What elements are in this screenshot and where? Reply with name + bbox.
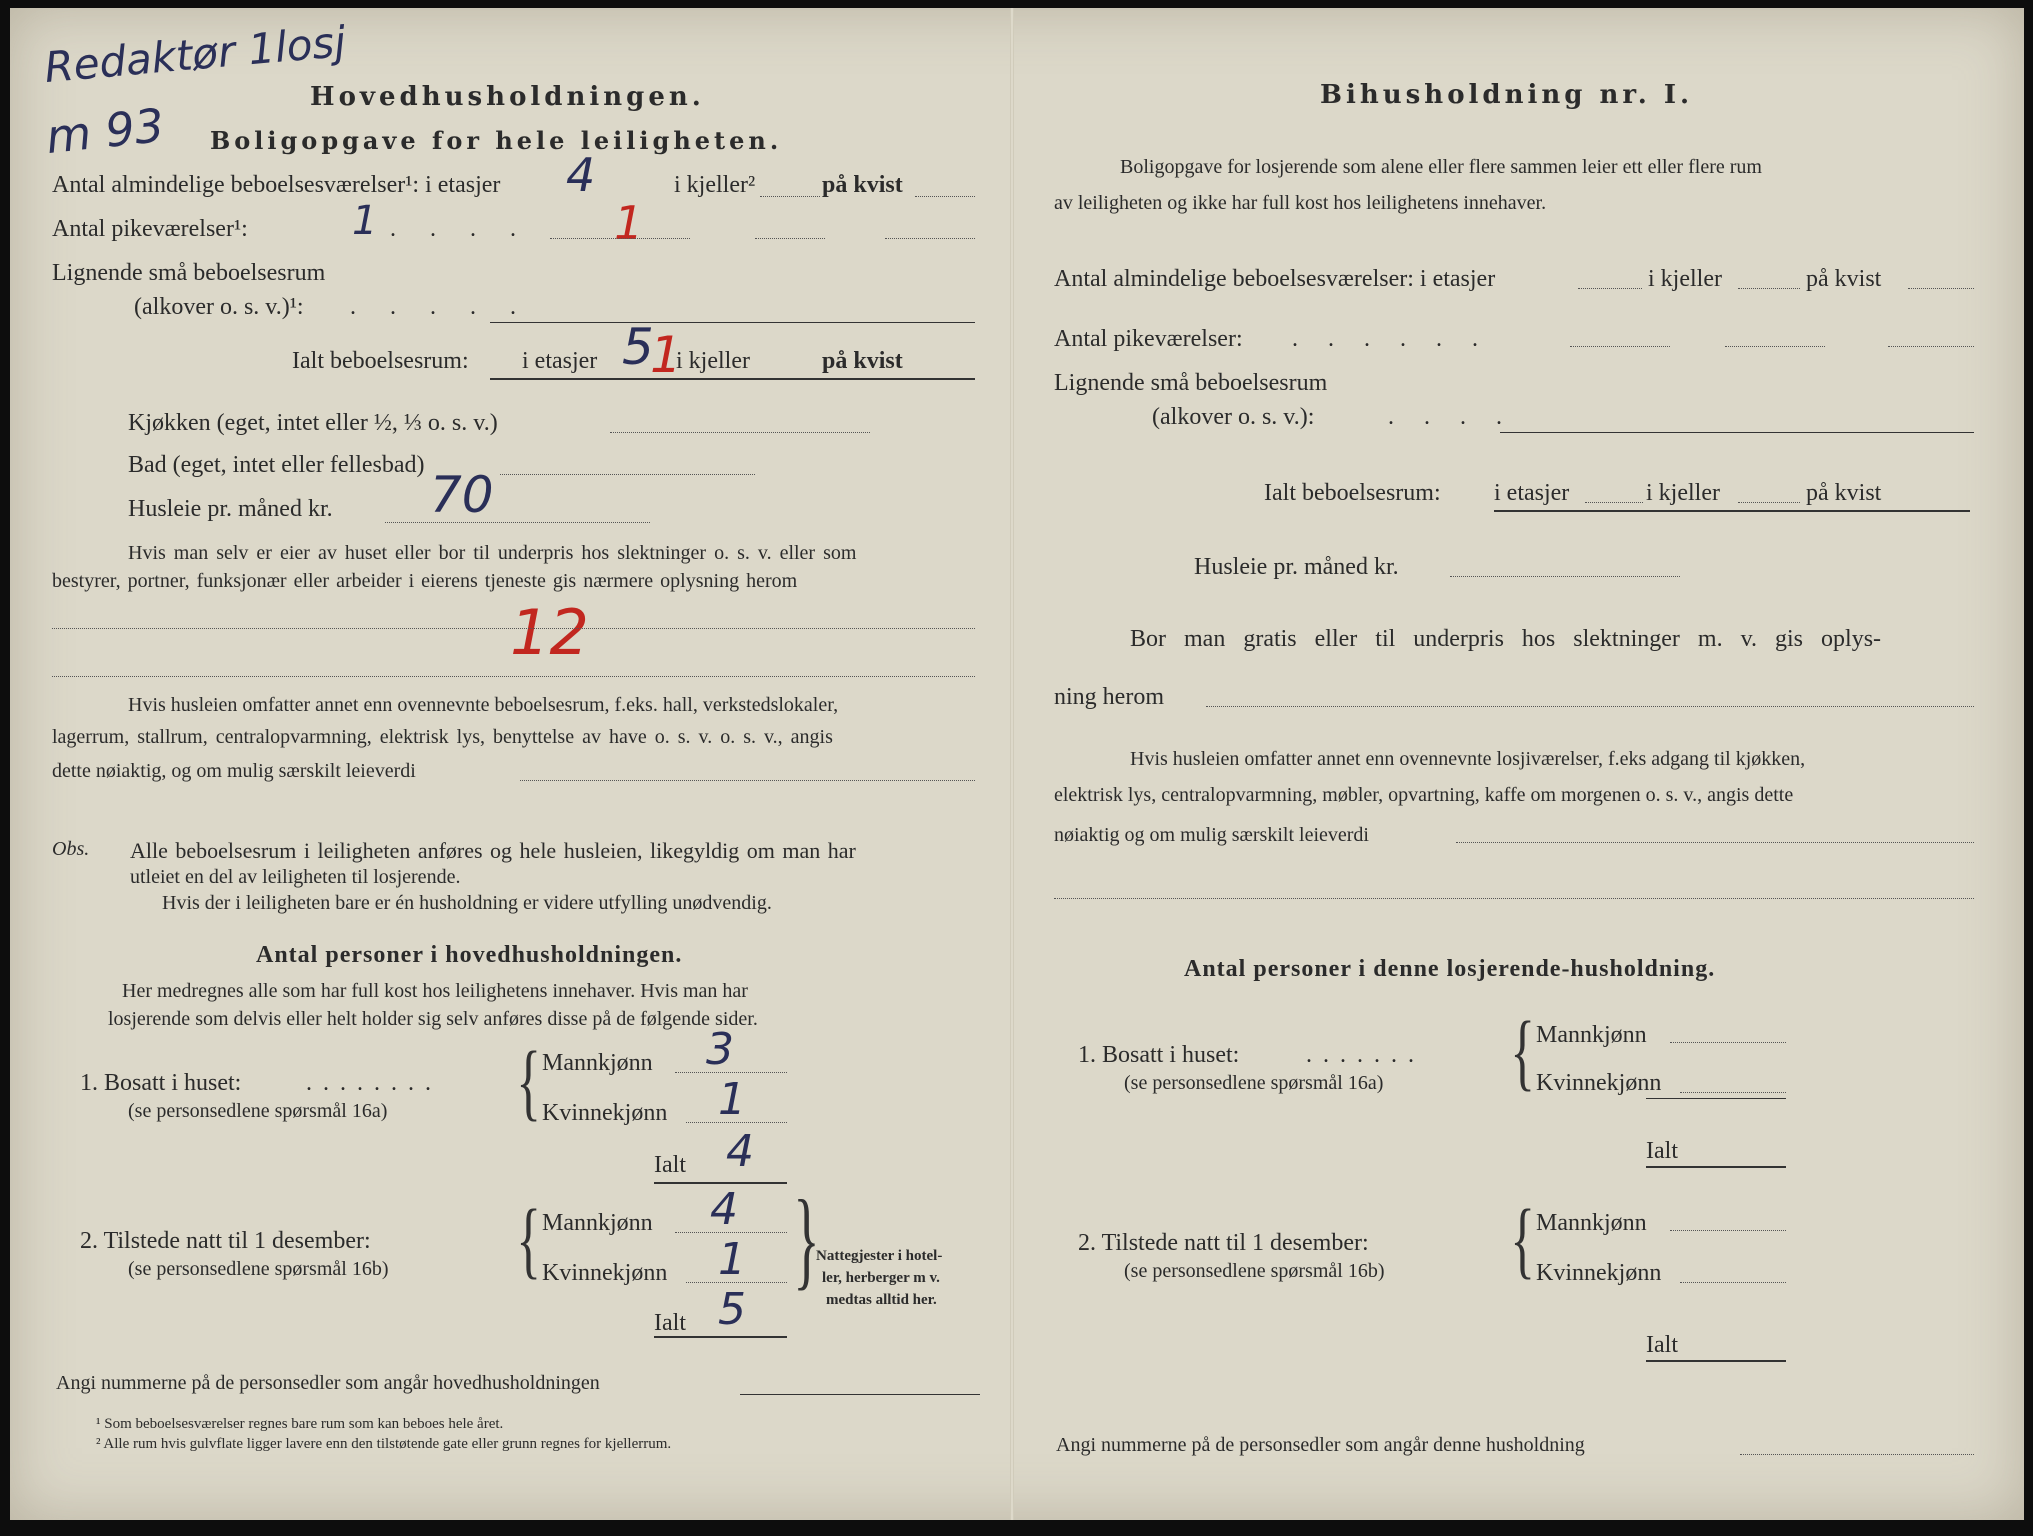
left-q2-kvinne-value: 1 [718,1234,746,1285]
left-footnote2: ² Alle rum hvis gulvflate ligger lavere enn den tilstøtende gate eller grunn regnes for kjellerrum. [96,1436,672,1452]
right-husleie-field[interactable] [1450,576,1680,577]
left-q2-ialt-value: 5 [718,1284,746,1335]
right-q1-dots: ....... [1306,1042,1425,1068]
right-q1-kvinne-field[interactable] [1680,1092,1786,1093]
right-row2-field3[interactable] [1888,346,1974,347]
left-row1-kvist-label: på kvist [822,172,903,198]
left-q2-brace: { [516,1191,542,1287]
left-q1-kvinne-field[interactable] [686,1122,787,1123]
right-q2-mann-label: Mannkjønn [1536,1210,1647,1236]
left-footnote1: ¹ Som beboelsesværelser regnes bare rum som kan beboes hele året. [96,1416,504,1432]
left-ialt-label: Ialt beboelsesrum: [292,348,469,374]
right-q2-mann-field[interactable] [1670,1230,1786,1231]
right-intro-line1: Boligopgave for losjerende som alene eller flere sammen leier ett eller flere rum [1120,156,1762,178]
left-row1-label: Antal almindelige beboelsesværelser¹: i etasjer [52,172,501,198]
left-natt-line1: Nattegjester i hotel- [816,1248,943,1264]
left-q2-kvinne-field[interactable] [686,1282,787,1283]
right-row1-kjeller-label: i kjeller [1648,266,1722,292]
handwritten-note-number: m 93 [43,97,167,165]
right-row2-dots: . . . . . . [1292,326,1490,352]
left-row2-label: Antal pikeværelser¹: [52,216,248,242]
left-row2-dots: . . . . [390,216,530,242]
left-row1-kvist-field[interactable] [915,196,975,197]
left-husleie-value: 70 [430,466,494,524]
left-q2-label: 2. Tilstede natt til 1 desember: [80,1228,371,1254]
left-q1-mann-field[interactable] [675,1072,787,1073]
right-omfatter-field2[interactable] [1054,898,1974,899]
left-eier-line1: Hvis man selv er eier av huset eller bor til underpris hos slektninger o. s. v. eller som [128,542,857,564]
left-q1-ialt-value: 4 [726,1126,754,1177]
left-eier-field1[interactable] [52,628,975,629]
right-row2-field1[interactable] [1570,346,1670,347]
right-q1-mann-label: Mannkjønn [1536,1022,1647,1048]
left-obs-label: Obs. [52,838,90,860]
left-row2-etasjer-value: 1 [352,198,378,244]
left-natt-line2: ler, herberger m v. [822,1270,940,1286]
right-q2-ialt-field[interactable] [1646,1360,1786,1362]
left-husleie-field[interactable] [385,522,650,523]
right-q1-kvinne-label: Kvinnekjønn [1536,1070,1662,1096]
right-omfatter-line1: Hvis husleien omfatter annet enn ovennevnte losjiværelser, f.eks adgang til kjøkken, [1130,748,1806,770]
right-intro-line2: av leiligheten og ikke har full kost hos leilighetens innehaver. [1054,192,1547,214]
left-q1-ialt-label: Ialt [654,1152,686,1178]
right-row1-kvist-field[interactable] [1908,288,1974,289]
left-ialt-etasjer-value: 5 [622,318,654,376]
left-row2-kjeller-value: 1 [614,196,644,250]
left-row2-field1[interactable] [550,238,690,239]
right-row2-label: Antal pikeværelser: [1054,326,1243,352]
right-ialt-label: Ialt beboelsesrum: [1264,480,1441,506]
left-q2-mann-value: 4 [710,1184,738,1235]
right-row1-label: Antal almindelige beboelsesværelser: i etasjer [1054,266,1496,292]
left-row3-label-b: (alkover o. s. v.)¹: [134,294,304,320]
left-natt-line3: medtas alltid her. [826,1292,937,1308]
left-row2-field3[interactable] [885,238,975,239]
left-husleie-label: Husleie pr. måned kr. [128,496,333,522]
right-gratis-line2: ning herom [1054,684,1164,710]
left-persons-line2: losjerende som delvis eller helt holder sig selv anføres disse på de følgende sider. [108,1008,758,1030]
right-q2-ref: (se personsedlene spørsmål 16b) [1124,1260,1385,1282]
left-q1-kvinne-value: 1 [718,1074,746,1125]
left-omfatter-line3: dette nøiaktig, og om mulig særskilt leieverdi [52,760,416,782]
right-row1-kjeller-field[interactable] [1738,288,1800,289]
right-title: Bihusholdning nr. I. [1320,80,1694,110]
left-row1-kjeller-label: i kjeller² [674,172,756,198]
left-persons-line1: Her medregnes alle som har full kost hos leilighetens innehaver. Hvis man har [122,980,748,1002]
right-persons-title: Antal personer i denne losjerende-husholdning. [1184,956,1716,982]
left-q2-close-brace: { [793,1190,820,1312]
right-omfatter-line3: nøiaktig og om mulig særskilt leieverdi [1054,824,1369,846]
left-row3-label-a: Lignende små beboelsesrum [52,260,326,286]
left-subtitle: Boligopgave for hele leiligheten. [210,126,783,155]
right-q1-brace: { [1510,1003,1536,1099]
left-kjokken-label: Kjøkken (eget, intet eller ½, ⅓ o. s. v.) [128,410,498,436]
left-q1-label: 1. Bosatt i huset: [80,1070,242,1096]
left-handwritten-12: 12 [510,596,589,669]
left-ialt-underline [490,378,975,380]
right-gratis-field[interactable] [1206,706,1974,707]
right-q1-ialt-label: Ialt [1646,1138,1678,1164]
right-angi-field[interactable] [1740,1454,1974,1455]
left-angi-field[interactable] [740,1394,980,1395]
left-omfatter-field[interactable] [520,780,975,781]
left-q2-ref: (se personsedlene spørsmål 16b) [128,1258,389,1280]
right-row2-field2[interactable] [1725,346,1825,347]
left-q1-dots: ........ [306,1070,442,1096]
left-q2-ialt-label: Ialt [654,1310,686,1336]
left-row3-dots: . . . . . [350,294,530,320]
left-omfatter-line2: lagerrum, stallrum, centralopvarmning, elektrisk lys, benyttelse av have o. s. v. o. s. v., angis [52,726,833,748]
left-persons-title: Antal personer i hovedhusholdningen. [256,942,683,968]
left-row2-field2[interactable] [755,238,825,239]
page-fold [1010,8,1014,1520]
left-ialt-kjeller-label: i kjeller [676,348,750,374]
right-q1-label: 1. Bosatt i huset: [1078,1042,1240,1068]
right-omfatter-line2: elektrisk lys, centralopvarmning, møbler, opvartning, kaffe om morgenen o. s. v., angis dette [1054,784,1794,806]
right-q2-kvinne-field[interactable] [1680,1282,1786,1283]
left-q2-ialt-field[interactable] [654,1336,787,1338]
right-row1-etasjer-field[interactable] [1578,288,1642,289]
right-q1-sum-rule [1646,1098,1786,1099]
left-q2-kvinne-label: Kvinnekjønn [542,1260,668,1286]
left-omfatter-line1: Hvis husleien omfatter annet enn ovennevnte beboelsesrum, f.eks. hall, verkstedslokaler, [128,694,839,716]
left-eier-line2: bestyrer, portner, funksjonær eller arbeider i eierens tjeneste gis nærmere oplysning herom [52,570,798,592]
right-ialt-kjeller-label: i kjeller [1646,480,1720,506]
right-row1-kvist-label: på kvist [1806,266,1882,292]
left-angi-label: Angi nummerne på de personsedler som angår hovedhusholdningen [56,1372,600,1394]
left-q2-mann-label: Mannkjønn [542,1210,653,1236]
left-q1-kvinne-label: Kvinnekjønn [542,1100,668,1126]
left-obs-line3: Hvis der i leiligheten bare er én husholdning er videre utfylling unødvendig. [162,892,772,914]
right-row3-field[interactable] [1500,432,1974,433]
right-ialt-etasjer-field[interactable] [1585,502,1643,503]
left-q1-ref: (se personsedlene spørsmål 16a) [128,1100,388,1122]
handwritten-note-top: Redaktør 1losj [42,16,348,93]
left-row1-kjeller-field[interactable] [760,196,820,197]
left-ialt-etasjer-label: i etasjer [522,348,598,374]
left-bad-label: Bad (eget, intet eller fellesbad) [128,452,425,478]
right-q2-ialt-label: Ialt [1646,1332,1678,1358]
left-ialt-kjeller-value: 1 [650,326,682,384]
right-row3-label-a: Lignende små beboelsesrum [1054,370,1328,396]
census-form-sheet [10,8,2024,1520]
right-q1-ialt-field[interactable] [1646,1166,1786,1168]
right-ialt-underline [1494,510,1970,512]
right-row3-dots: . . . . [1388,404,1514,430]
right-husleie-label: Husleie pr. måned kr. [1194,554,1399,580]
right-gratis-line1: Bor man gratis eller til underpris hos slektninger m. v. gis oplys- [1130,626,1882,652]
right-ialt-kjeller-field[interactable] [1738,502,1800,503]
right-angi-label: Angi nummerne på de personsedler som angår denne husholdning [1056,1434,1585,1456]
left-ialt-kvist-label: på kvist [822,348,903,374]
left-bad-field[interactable] [500,474,755,475]
right-ialt-etasjer-label: i etasjer [1494,480,1570,506]
left-eier-field2[interactable] [52,676,975,677]
left-q1-mann-value: 3 [706,1024,734,1075]
left-kjokken-field[interactable] [610,432,870,433]
right-q1-mann-field[interactable] [1670,1042,1786,1043]
right-row3-label-b: (alkover o. s. v.): [1152,404,1315,430]
left-obs-line1: Alle beboelsesrum i leiligheten anføres og hele husleien, likegyldig om man har [130,838,856,863]
left-q1-brace: { [516,1033,542,1129]
right-q1-ref: (se personsedlene spørsmål 16a) [1124,1072,1384,1094]
left-q2-mann-field[interactable] [675,1232,787,1233]
right-omfatter-field1[interactable] [1456,842,1974,843]
left-row1-etasjer-value: 4 [566,148,596,202]
left-title: Hovedhusholdningen. [310,82,705,112]
right-ialt-kvist-label: på kvist [1806,480,1882,506]
right-q2-label: 2. Tilstede natt til 1 desember: [1078,1230,1369,1256]
right-q2-kvinne-label: Kvinnekjønn [1536,1260,1662,1286]
left-row3-field[interactable] [490,322,975,323]
left-q1-mann-label: Mannkjønn [542,1050,653,1076]
right-q2-brace: { [1510,1191,1536,1287]
left-obs-line2: utleiet en del av leiligheten til losjerende. [130,866,461,888]
